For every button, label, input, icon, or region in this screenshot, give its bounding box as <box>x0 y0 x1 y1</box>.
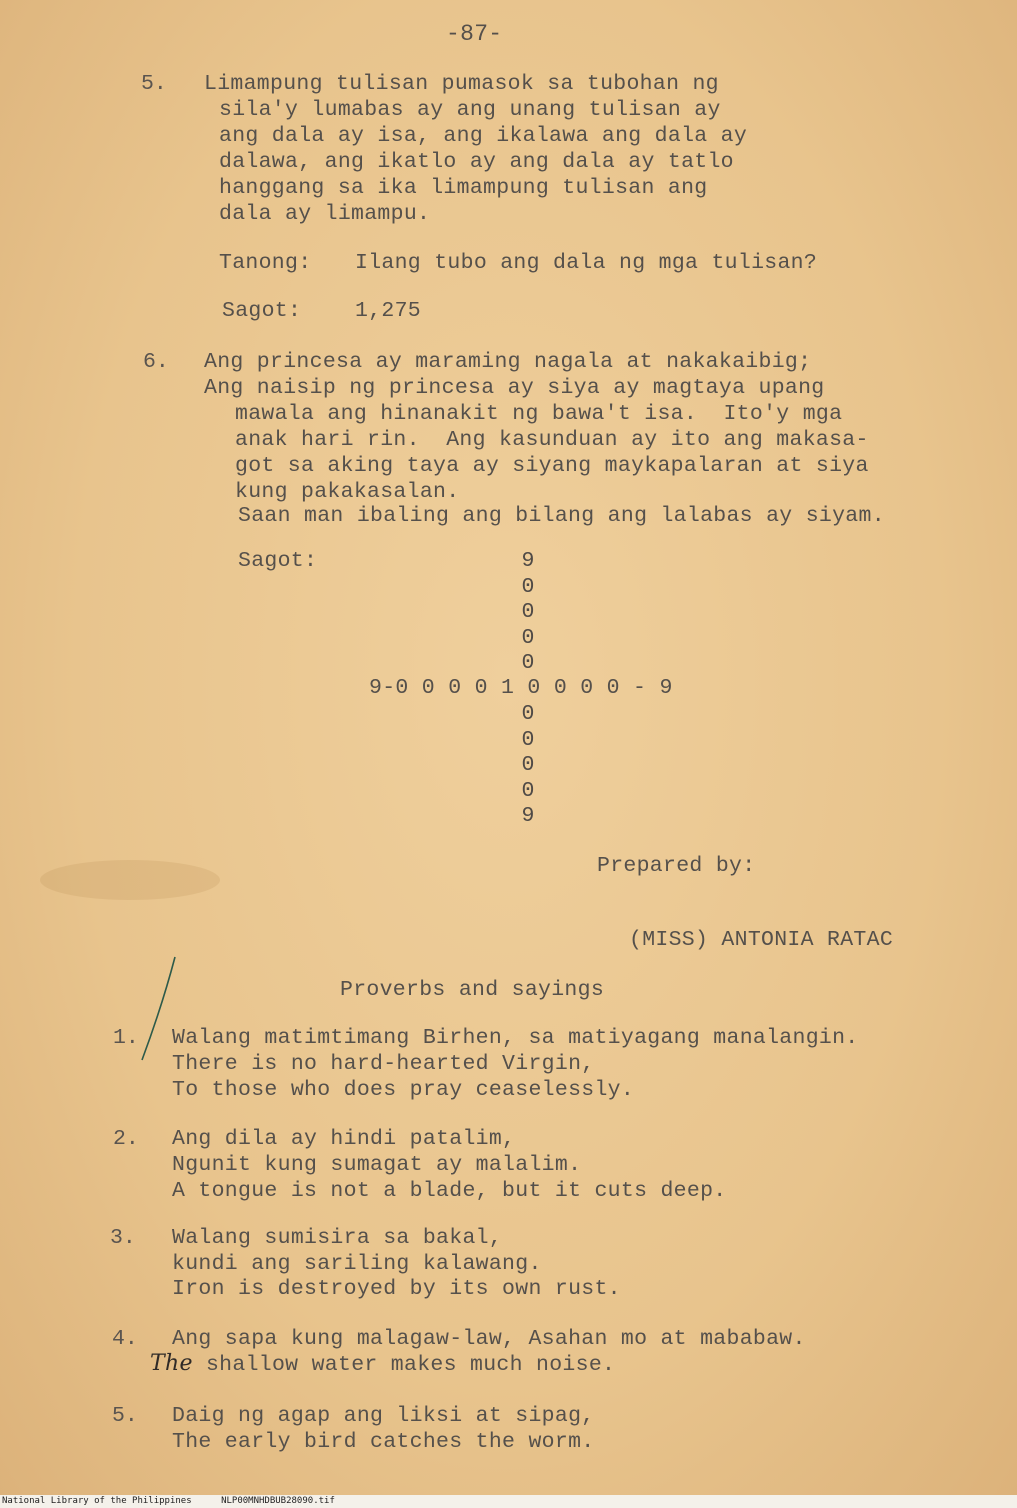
answer-cross-row: 9-0 0 0 0 1 0 0 0 0 - 9 <box>369 676 673 700</box>
proverb-line: shallow water makes much noise. <box>205 1353 616 1377</box>
proverb-line: Walang matimtimang Birhen, sa matiyagang manalangin. <box>172 1026 859 1050</box>
paper-stain <box>40 860 220 900</box>
preparer-name: (MISS) ANTONIA RATAC <box>629 928 894 952</box>
riddle-5-line: dala ay limampu. <box>219 202 431 226</box>
riddle-6-line: Ang naisip ng princesa ay siya ay magtaya upang <box>204 376 825 400</box>
proverb-line: Iron is destroyed by its own rust. <box>172 1277 621 1301</box>
riddle-6-line: anak hari rin. Ang kasunduan ay ito ang makasa- <box>235 428 869 452</box>
scan-footer <box>0 1495 1017 1508</box>
proverb-line: Daig ng agap ang liksi at sipag, <box>172 1404 595 1428</box>
riddle-5-question-label: Tanong: <box>219 251 312 275</box>
proverb-line: Ngunit kung sumagat ay malalim. <box>172 1153 582 1177</box>
proverb-2-number: 2. <box>113 1127 139 1151</box>
proverb-3-number: 3. <box>110 1226 136 1250</box>
footer-library: National Library of the Philippines <box>2 1496 192 1506</box>
proverb-1-number: 1. <box>113 1026 139 1050</box>
cross-digit: 0 <box>521 778 535 803</box>
proverb-line: To those who does pray ceaselessly. <box>172 1078 635 1102</box>
riddle-6-line: kung pakakasalan. <box>235 480 460 504</box>
riddle-5-number: 5. <box>141 72 167 96</box>
riddle-5-line: hanggang sa ika limampung tulisan ang <box>219 176 708 200</box>
page-number: -87- <box>446 21 503 47</box>
cross-digit: 0 <box>521 600 535 625</box>
cross-digit: 0 <box>521 651 535 676</box>
cross-digit: 0 <box>521 702 535 726</box>
cross-digit: 9 <box>521 804 535 829</box>
proverb-5-number: 5. <box>112 1404 138 1428</box>
cross-digit: 0 <box>521 727 535 752</box>
riddle-5-answer-label: Sagot: <box>222 299 302 323</box>
proverb-line: Walang sumisira sa bakal, <box>172 1226 503 1250</box>
proverb-line: A tongue is not a blade, but it cuts deep. <box>172 1179 727 1203</box>
answer-cross-top <box>520 549 536 677</box>
riddle-5-line: Limampung tulisan pumasok sa tubohan ng <box>204 72 719 96</box>
riddle-6-answer-label: Sagot: <box>238 549 318 573</box>
answer-cross-bottom <box>520 702 536 830</box>
cross-digit: 0 <box>521 753 535 778</box>
cross-digit: 0 <box>521 574 535 599</box>
riddle-6-line: got sa aking taya ay siyang maykapalaran at siya <box>235 454 869 478</box>
riddle-6-line: mawala ang hinanakit ng bawa't isa. Ito'y mga <box>235 402 843 426</box>
proverbs-title: Proverbs and sayings <box>340 978 605 1002</box>
riddle-6-line: Ang princesa ay maraming nagala at nakakaibig; <box>204 350 812 374</box>
riddle-5-question: Ilang tubo ang dala ng mga tulisan? <box>355 251 818 275</box>
handwritten-the: The <box>150 1351 193 1376</box>
proverb-line: There is no hard-hearted Virgin, <box>172 1052 595 1076</box>
footer-file: NLP00MNHDBUB28090.tif <box>221 1496 335 1506</box>
riddle-6-number: 6. <box>143 350 169 374</box>
proverb-line: The early bird catches the worm. <box>172 1430 595 1454</box>
cross-digit: 9 <box>521 549 535 573</box>
riddle-5-answer: 1,275 <box>355 299 422 323</box>
proverb-line: Ang dila ay hindi patalim, <box>172 1127 516 1151</box>
proverb-line: Ang sapa kung malagaw-law, Asahan mo at mababaw. <box>172 1327 806 1351</box>
proverb-line: kundi ang sariling kalawang. <box>172 1252 542 1276</box>
cross-digit: 0 <box>521 625 535 650</box>
riddle-5-line: dalawa, ang ikatlo ay ang dala ay tatlo <box>219 150 734 174</box>
riddle-6-line: Saan man ibaling ang bilang ang lalabas ay siyam. <box>238 504 885 528</box>
prepared-by-label: Prepared by: <box>597 854 756 878</box>
riddle-5-line: ang dala ay isa, ang ikalawa ang dala ay <box>219 124 748 148</box>
proverb-4-number: 4. <box>112 1327 138 1351</box>
riddle-5-line: sila'y lumabas ay ang unang tulisan ay <box>219 98 721 122</box>
proverb-4-last-line <box>150 1351 615 1379</box>
